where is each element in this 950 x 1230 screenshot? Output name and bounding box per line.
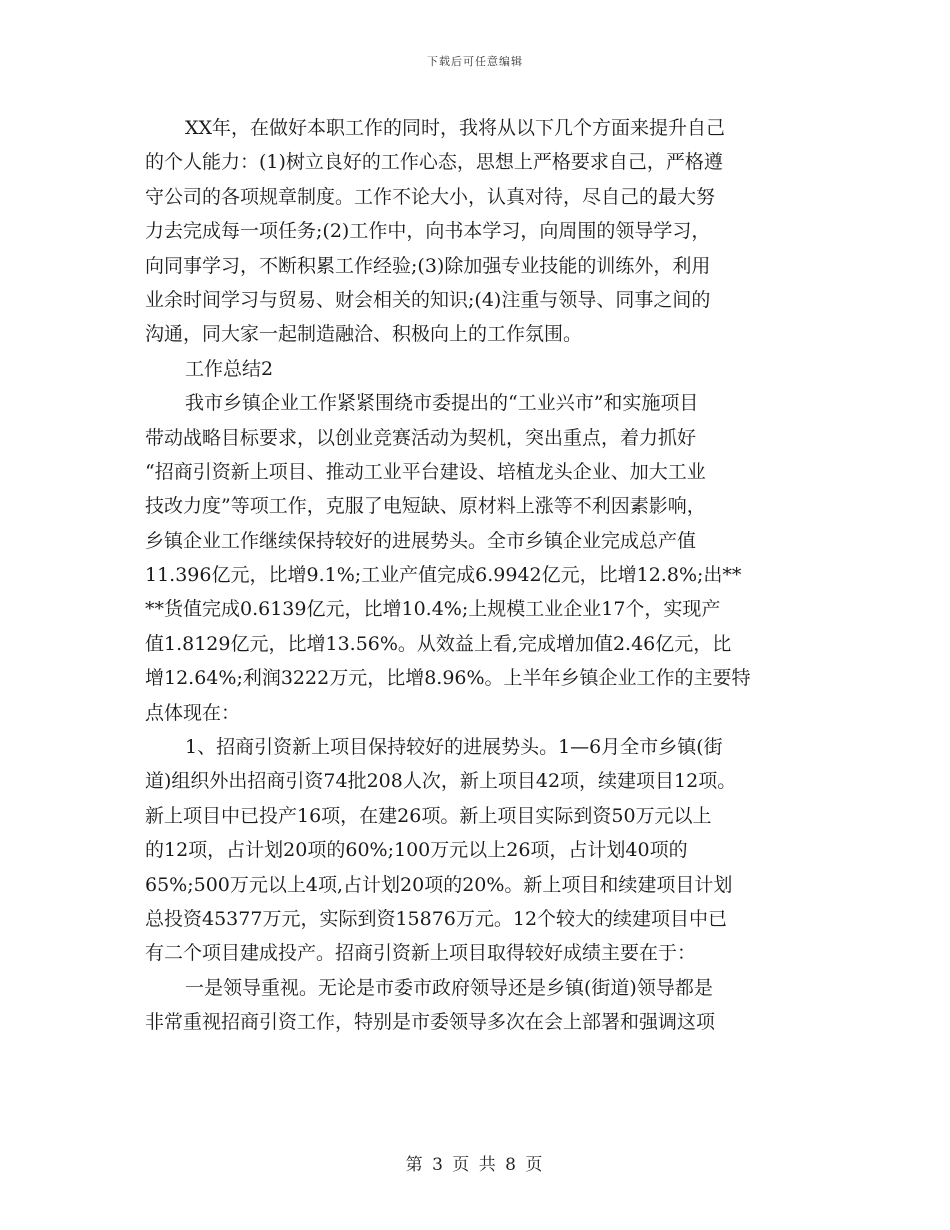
text-line: 一是领导重视。无论是市委市政府领导还是乡镇(街道)领导都是 <box>185 976 713 999</box>
text-line: XX年，在做好本职工作的同时，我将从以下几个方面来提升自己 <box>185 117 726 139</box>
text-line: 守公司的各项规章制度。工作不论大小，认真对待，尽自己的最大努 <box>145 185 716 208</box>
text-line: 1、招商引资新上项目保持较好的进展势头。1—6月全市乡镇(街 <box>185 736 723 759</box>
text-line: 增12.64%;利润3222万元，比增8.96%。上半年乡镇企业工作的主要特 <box>145 667 751 690</box>
text-line: 业余时间学习与贸易、财会相关的知识;(4)注重与领导、同事之间的 <box>145 288 711 311</box>
text-line: 我市乡镇企业工作紧紧围绕市委提出的“工业兴市”和实施项目 <box>185 392 699 415</box>
text-line: 新上项目中已投产16项，在建26项。新上项目实际到资50万元以上 <box>145 804 712 827</box>
text-line: “招商引资新上项目、推动工业平台建设、培植龙头企业、加大工业 <box>145 460 706 483</box>
text-line: 乡镇企业工作继续保持较好的进展势头。全市乡镇企业完成总产值 <box>145 529 697 552</box>
text-line: 有二个项目建成投产。招商引资新上项目取得较好成绩主要在于： <box>145 942 697 965</box>
page-header-note: 下载后可任意编辑 <box>427 55 523 68</box>
text-line: 的12项，占计划20项的60%;100万元以上26项，占计划40项的 <box>145 839 688 862</box>
text-line: 11.396亿元，比增9.1%;工业产值完成6.9942亿元，比增12.8%;出** <box>145 564 742 587</box>
text-line: 的个人能力：(1)树立良好的工作心态，思想上严格要求自己，严格遵 <box>145 151 723 174</box>
text-line: 向同事学习，不断积累工作经验;(3)除加强专业技能的训练外，利用 <box>145 254 711 277</box>
text-line: 力去完成每一项任务;(2)工作中，向书本学习，向周围的领导学习， <box>145 220 711 243</box>
text-line: 65%;500万元以上4项,占计划20项的20%。新上项目和续建项目计划 <box>145 873 733 896</box>
text-line: 沟通，同大家一起制造融洽、积极向上的工作氛围。 <box>145 323 583 346</box>
text-line: 带动战略目标要求，以创业竞赛活动为契机，突出重点，着力抓好 <box>145 426 697 449</box>
text-line: 工作总结2 <box>185 357 274 380</box>
text-line: 总投资45377万元，实际到资15876万元。12个较大的续建项目中已 <box>145 907 728 930</box>
page-number-footer: 第 3 页 共 8 页 <box>405 1155 545 1175</box>
text-line: 点体现在： <box>145 701 241 724</box>
text-line: 非常重视招商引资工作，特别是市委领导多次在会上部署和强调这项 <box>145 1011 716 1034</box>
text-line: 技改力度”等项工作，克服了电短缺、原材料上涨等不利因素影响， <box>145 495 706 518</box>
text-line: 值1.8129亿元，比增13.56%。从效益上看,完成增加值2.46亿元，比 <box>145 632 732 655</box>
document-body <box>145 111 813 1040</box>
text-line: **货值完成0.6139亿元，比增10.4%;上规模工业企业17个，实现产 <box>145 598 721 621</box>
text-line: 道)组织外出招商引资74批208人次，新上项目42项，续建项目12项。 <box>145 770 737 793</box>
